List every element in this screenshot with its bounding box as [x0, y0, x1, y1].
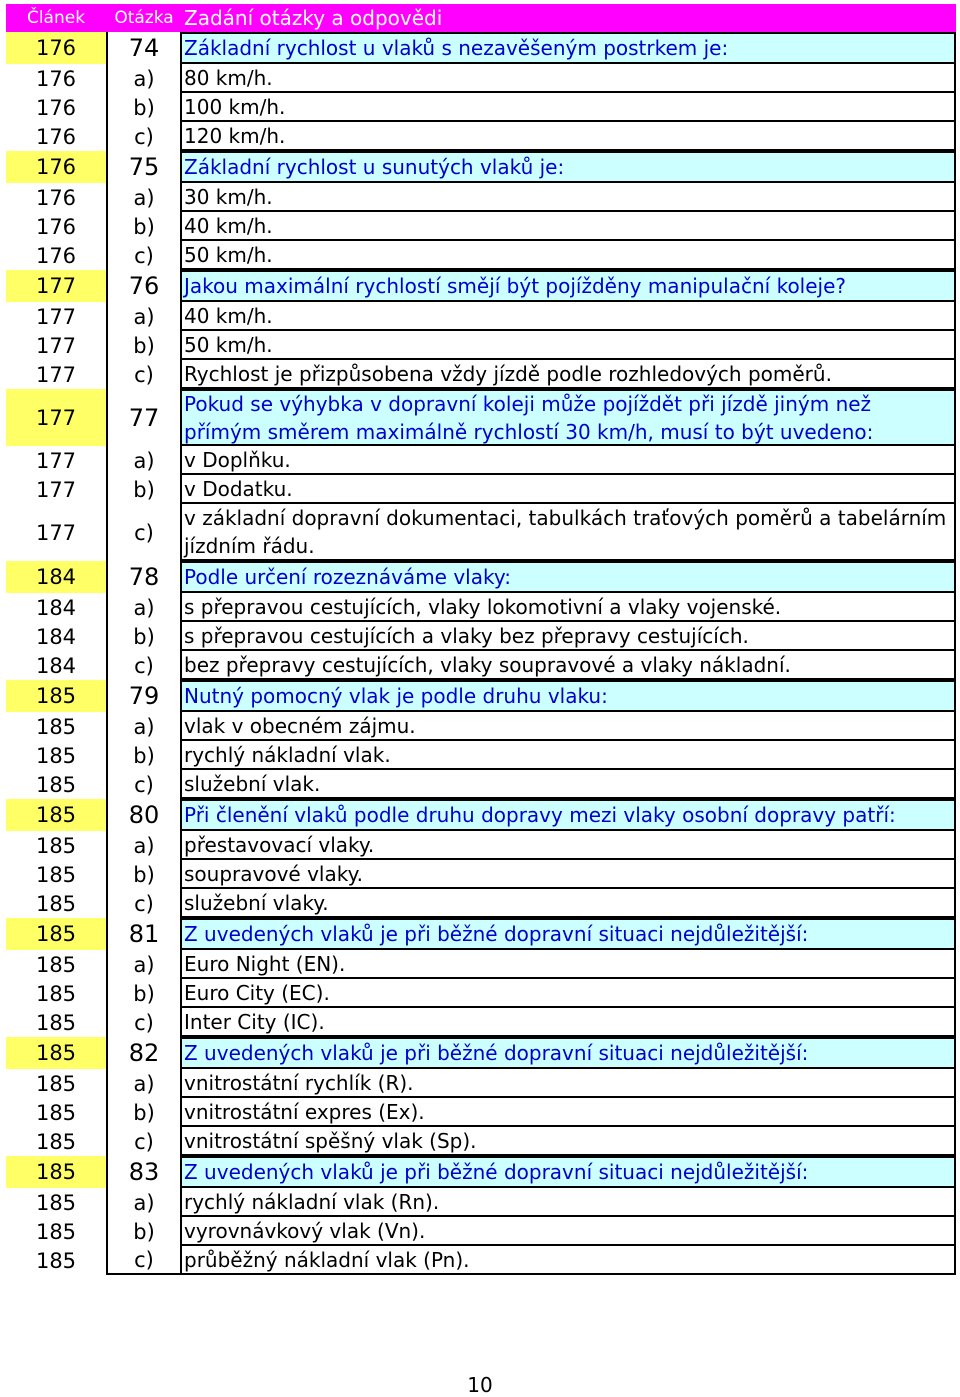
cell-otazka: c) — [106, 504, 182, 561]
cell-clanek: 185 — [35, 862, 77, 887]
cell-clanek: 177 — [35, 520, 77, 545]
answer-row — [6, 593, 956, 622]
cell-text: služební vlak. — [182, 770, 956, 799]
cell-clanek: 185 — [6, 680, 106, 712]
cell-clanek: 177 — [35, 304, 77, 329]
answer-row — [6, 622, 956, 651]
cell-otazka: b) — [106, 93, 182, 122]
answer-row — [6, 1069, 956, 1098]
answer-row — [6, 241, 956, 270]
cell-clanek: 185 — [35, 952, 77, 977]
cell-clanek: 185 — [35, 1219, 77, 1244]
cell-text: vnitrostátní spěšný vlak (Sp). — [182, 1127, 956, 1156]
cell-otazka: b) — [106, 741, 182, 770]
cell-clanek: 185 — [35, 891, 77, 916]
cell-clanek: 176 — [35, 66, 77, 91]
cell-otazka: a) — [106, 1069, 182, 1098]
cell-clanek: 185 — [35, 1010, 77, 1035]
cell-text: služební vlaky. — [182, 889, 956, 918]
cell-otazka: c) — [106, 1008, 182, 1037]
cell-otazka: b) — [106, 1217, 182, 1246]
cell-clanek: 185 — [6, 918, 106, 950]
cell-otazka: a) — [106, 183, 182, 212]
cell-text: 100 km/h. — [182, 93, 956, 122]
cell-text: Euro City (EC). — [182, 979, 956, 1008]
cell-text: Euro Night (EN). — [182, 950, 956, 979]
cell-text: vnitrostátní rychlík (R). — [182, 1069, 956, 1098]
cell-text: 120 km/h. — [182, 122, 956, 151]
question-row — [6, 270, 956, 302]
cell-clanek: 185 — [35, 1190, 77, 1215]
cell-text: Z uvedených vlaků je při běžné dopravní situaci nejdůležitější: — [182, 918, 956, 950]
cell-text: bez přepravy cestujících, vlaky soupravové a vlaky nákladní. — [182, 651, 956, 680]
answer-row — [6, 183, 956, 212]
cell-clanek: 177 — [35, 333, 77, 358]
cell-text: rychlý nákladní vlak. — [182, 741, 956, 770]
question-row — [6, 799, 956, 831]
cell-clanek: 177 — [35, 362, 77, 387]
cell-otazka: 81 — [106, 918, 182, 950]
cell-clanek: 185 — [35, 743, 77, 768]
table-body — [6, 32, 956, 1275]
question-row — [6, 389, 956, 446]
answer-row — [6, 770, 956, 799]
answer-row — [6, 950, 956, 979]
cell-otazka: 83 — [106, 1156, 182, 1188]
cell-otazka: c) — [106, 241, 182, 270]
cell-clanek: 177 — [35, 477, 77, 502]
cell-otazka: b) — [106, 331, 182, 360]
cell-clanek: 176 — [35, 214, 77, 239]
cell-text: soupravové vlaky. — [182, 860, 956, 889]
answer-row — [6, 93, 956, 122]
cell-otazka: c) — [106, 770, 182, 799]
cell-text: v základní dopravní dokumentaci, tabulkách traťových poměrů a tabelárním jízdním řádu. — [182, 504, 956, 561]
header-zadani: Zadání otázky a odpovědi — [184, 6, 443, 30]
cell-text: Pokud se výhybka v dopravní koleji může pojíždět při jízdě jiným než přímým směrem maximálně rychlostí 30 km/h, musí to být uvedeno: — [182, 389, 956, 446]
cell-otazka: 79 — [106, 680, 182, 712]
answer-row — [6, 1217, 956, 1246]
cell-clanek: 184 — [35, 653, 77, 678]
cell-clanek: 176 — [6, 151, 106, 183]
answer-row — [6, 1008, 956, 1037]
answer-row — [6, 212, 956, 241]
cell-text: 50 km/h. — [182, 331, 956, 360]
cell-text: vlak v obecném zájmu. — [182, 712, 956, 741]
cell-clanek: 185 — [35, 1100, 77, 1125]
cell-text: vyrovnávkový vlak (Vn). — [182, 1217, 956, 1246]
cell-clanek: 177 — [6, 389, 106, 446]
cell-clanek: 185 — [35, 772, 77, 797]
cell-text: v Doplňku. — [182, 446, 956, 475]
cell-otazka: a) — [106, 593, 182, 622]
cell-text: průběžný nákladní vlak (Pn). — [182, 1246, 956, 1275]
cell-text: Rychlost je přizpůsobena vždy jízdě podle rozhledových poměrů. — [182, 360, 956, 389]
cell-otazka: a) — [106, 950, 182, 979]
answer-row — [6, 446, 956, 475]
cell-clanek: 177 — [35, 448, 77, 473]
answer-row — [6, 741, 956, 770]
cell-otazka: c) — [106, 889, 182, 918]
cell-text: Základní rychlost u vlaků s nezavěšeným postrkem je: — [182, 32, 956, 64]
cell-otazka: a) — [106, 302, 182, 331]
cell-text: 80 km/h. — [182, 64, 956, 93]
cell-otazka: c) — [106, 651, 182, 680]
cell-text: 40 km/h. — [182, 212, 956, 241]
header-clanek: Článek — [26, 8, 86, 28]
cell-text: Základní rychlost u sunutých vlaků je: — [182, 151, 956, 183]
answer-row — [6, 1246, 956, 1275]
question-row — [6, 561, 956, 593]
cell-text: Inter City (IC). — [182, 1008, 956, 1037]
answer-row — [6, 889, 956, 918]
cell-clanek: 185 — [6, 1037, 106, 1069]
cell-clanek: 177 — [6, 270, 106, 302]
header-otazka: Otázka — [114, 8, 174, 28]
cell-otazka: b) — [106, 475, 182, 504]
cell-clanek: 184 — [6, 561, 106, 593]
cell-text: Z uvedených vlaků je při běžné dopravní situaci nejdůležitější: — [182, 1037, 956, 1069]
question-row — [6, 918, 956, 950]
cell-otazka: 82 — [106, 1037, 182, 1069]
answer-row — [6, 360, 956, 389]
cell-clanek: 185 — [6, 1156, 106, 1188]
answer-row — [6, 831, 956, 860]
cell-otazka: c) — [106, 360, 182, 389]
cell-otazka: 78 — [106, 561, 182, 593]
answer-row — [6, 331, 956, 360]
page-number: 10 — [467, 1373, 493, 1397]
cell-otazka: 75 — [106, 151, 182, 183]
answer-row — [6, 1188, 956, 1217]
cell-otazka: c) — [106, 1127, 182, 1156]
answer-row — [6, 302, 956, 331]
answer-row — [6, 860, 956, 889]
cell-clanek: 184 — [35, 595, 77, 620]
cell-otazka: 77 — [106, 389, 182, 446]
answer-row — [6, 1127, 956, 1156]
cell-clanek: 184 — [35, 624, 77, 649]
question-row — [6, 680, 956, 712]
table-header — [6, 4, 956, 32]
question-row — [6, 1156, 956, 1188]
cell-clanek: 176 — [35, 243, 77, 268]
cell-clanek: 176 — [35, 124, 77, 149]
answer-row — [6, 1098, 956, 1127]
question-row — [6, 1037, 956, 1069]
cell-otazka: a) — [106, 831, 182, 860]
cell-otazka: b) — [106, 1098, 182, 1127]
cell-text: v Dodatku. — [182, 475, 956, 504]
answer-row — [6, 712, 956, 741]
cell-text: s přepravou cestujících a vlaky bez přepravy cestujících. — [182, 622, 956, 651]
cell-otazka: b) — [106, 860, 182, 889]
cell-otazka: 76 — [106, 270, 182, 302]
answer-row — [6, 504, 956, 561]
cell-otazka: a) — [106, 64, 182, 93]
cell-otazka: 74 — [106, 32, 182, 64]
cell-otazka: a) — [106, 712, 182, 741]
question-row — [6, 151, 956, 183]
answer-row — [6, 651, 956, 680]
cell-text: Z uvedených vlaků je při běžné dopravní situaci nejdůležitější: — [182, 1156, 956, 1188]
cell-clanek: 176 — [6, 32, 106, 64]
cell-otazka: a) — [106, 446, 182, 475]
cell-text: Jakou maximální rychlostí smějí být pojížděny manipulační koleje? — [182, 270, 956, 302]
cell-otazka: c) — [106, 122, 182, 151]
cell-text: Při členění vlaků podle druhu dopravy mezi vlaky osobní dopravy patří: — [182, 799, 956, 831]
cell-text: 40 km/h. — [182, 302, 956, 331]
cell-clanek: 185 — [35, 981, 77, 1006]
answer-row — [6, 122, 956, 151]
cell-otazka: c) — [106, 1246, 182, 1275]
cell-otazka: b) — [106, 979, 182, 1008]
cell-otazka: b) — [106, 212, 182, 241]
cell-clanek: 176 — [35, 185, 77, 210]
cell-text: 50 km/h. — [182, 241, 956, 270]
question-row — [6, 32, 956, 64]
cell-otazka: a) — [106, 1188, 182, 1217]
cell-text: vnitrostátní expres (Ex). — [182, 1098, 956, 1127]
question-table — [6, 4, 956, 1275]
cell-text: Nutný pomocný vlak je podle druhu vlaku: — [182, 680, 956, 712]
cell-text: 30 km/h. — [182, 183, 956, 212]
cell-clanek: 185 — [35, 714, 77, 739]
cell-otazka: b) — [106, 622, 182, 651]
cell-text: s přepravou cestujících, vlaky lokomotivní a vlaky vojenské. — [182, 593, 956, 622]
answer-row — [6, 475, 956, 504]
cell-text: přestavovací vlaky. — [182, 831, 956, 860]
cell-clanek: 185 — [6, 799, 106, 831]
cell-clanek: 185 — [35, 1248, 77, 1273]
cell-clanek: 185 — [35, 1129, 77, 1154]
answer-row — [6, 64, 956, 93]
cell-clanek: 185 — [35, 833, 77, 858]
cell-text: Podle určení rozeznáváme vlaky: — [182, 561, 956, 593]
cell-text: rychlý nákladní vlak (Rn). — [182, 1188, 956, 1217]
answer-row — [6, 979, 956, 1008]
cell-clanek: 185 — [35, 1071, 77, 1096]
cell-clanek: 176 — [35, 95, 77, 120]
cell-otazka: 80 — [106, 799, 182, 831]
